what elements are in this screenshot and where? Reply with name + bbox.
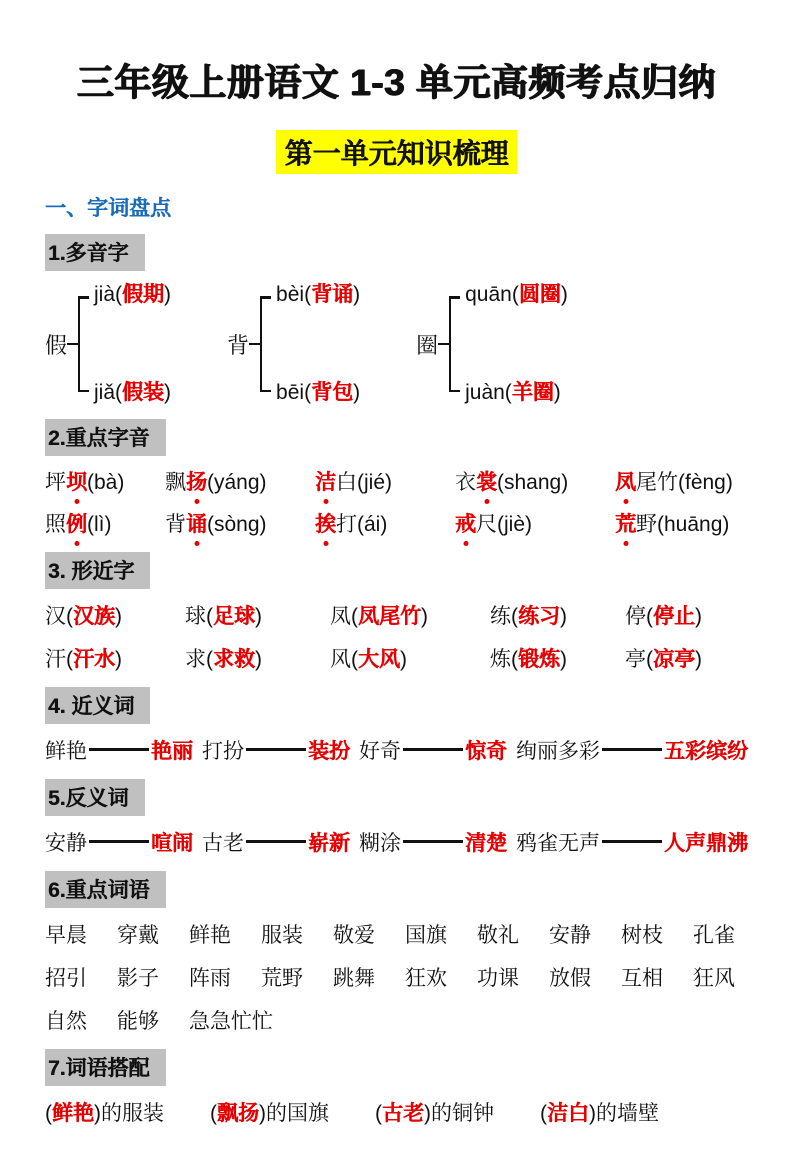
word-pair xyxy=(202,737,350,767)
word-pair xyxy=(516,737,748,767)
paren-close: ) xyxy=(560,648,567,671)
section-collocations xyxy=(45,1049,748,1129)
paren-open: ( xyxy=(115,283,123,306)
pair-dash-line xyxy=(403,748,463,751)
paren-close: ) xyxy=(560,605,567,628)
pair-dash-line xyxy=(403,840,463,843)
paren-close: ) xyxy=(353,381,361,404)
emphasized-character: 裳 xyxy=(476,468,497,498)
pinyin-annotation: (shang) xyxy=(497,471,569,494)
pronunciation-item xyxy=(45,468,165,498)
collocation-adjective: 鲜艳 xyxy=(52,1102,94,1125)
pronunciation-item xyxy=(165,468,315,498)
paren-open: ( xyxy=(351,605,358,628)
collocation-item xyxy=(210,1099,329,1129)
paren-open: ( xyxy=(210,1102,217,1125)
pair-right-word: 五彩缤纷 xyxy=(664,740,748,763)
lead-character: 汗 xyxy=(45,648,66,671)
pinyin-text: jià xyxy=(94,283,116,306)
key-word: 急急忙忙 xyxy=(189,1010,273,1033)
paren-close: ) xyxy=(400,648,407,671)
key-word: 穿戴 xyxy=(117,924,159,947)
similar-character-item xyxy=(185,645,330,675)
similar-character-item xyxy=(45,602,185,632)
key-word: 早晨 xyxy=(45,924,87,947)
bracket-connector-line xyxy=(438,343,449,346)
pinyin-annotation: 打(ái) xyxy=(336,513,388,536)
emphasized-character: 戒 xyxy=(455,510,476,540)
lead-character: 风 xyxy=(330,648,351,671)
key-word: 敬礼 xyxy=(477,924,519,947)
collocation-noun: 的服装 xyxy=(101,1102,164,1125)
pinyin-annotation: 白(jié) xyxy=(336,471,392,494)
emphasized-character: 例 xyxy=(66,510,87,540)
pronunciation-item xyxy=(455,510,615,540)
key-word: 功课 xyxy=(477,967,519,990)
paren-close: ) xyxy=(695,605,702,628)
collocation-row xyxy=(45,1099,748,1129)
word-pair xyxy=(359,737,507,767)
paren-open: ( xyxy=(511,605,518,628)
polyphone-character: 背 xyxy=(227,332,250,358)
similar-character-item xyxy=(330,602,490,632)
pair-dash-line xyxy=(602,840,662,843)
heading-key-pronunciations: 2.重点字音 xyxy=(45,419,166,456)
key-word: 树枝 xyxy=(621,924,663,947)
pinyin-text: quān xyxy=(465,283,512,306)
collocation-noun: 的国旗 xyxy=(266,1102,329,1125)
pair-right-word: 装扮 xyxy=(308,740,350,763)
paren-open: ( xyxy=(351,648,358,671)
pair-dash-line xyxy=(89,748,149,751)
pair-right-word: 崭新 xyxy=(308,832,350,855)
paren-close: ) xyxy=(353,283,361,306)
paren-open: ( xyxy=(646,648,653,671)
paren-close: ) xyxy=(259,1102,266,1125)
key-word: 服装 xyxy=(261,924,303,947)
paren-open: ( xyxy=(304,381,312,404)
paren-open: ( xyxy=(206,605,213,628)
example-word: 大风 xyxy=(358,648,400,671)
example-word: 羊圈 xyxy=(511,381,554,404)
key-word: 互相 xyxy=(621,967,663,990)
bracket-line xyxy=(78,296,89,392)
collocation-adjective: 洁白 xyxy=(547,1102,589,1125)
plain-character: 衣 xyxy=(455,471,476,494)
bracket-line xyxy=(449,296,460,392)
polyphone-reading xyxy=(276,281,360,309)
example-word: 汗水 xyxy=(73,648,115,671)
pair-left-word: 鸦雀无声 xyxy=(516,832,600,855)
emphasized-character: 洁 xyxy=(315,468,336,498)
lead-character: 求 xyxy=(185,648,206,671)
similar-character-item xyxy=(490,645,625,675)
bracket-connector-line xyxy=(249,343,260,346)
pronunciation-row xyxy=(45,468,748,498)
section-heading-word-inventory: 一、字词盘点 xyxy=(45,197,171,220)
polyphone-reading xyxy=(94,379,171,407)
lead-character: 亭 xyxy=(625,648,646,671)
polyphone-readings xyxy=(460,281,568,407)
example-word: 假装 xyxy=(122,381,165,404)
worksheet-page xyxy=(0,52,793,1129)
emphasized-character: 凤 xyxy=(615,468,636,498)
example-word: 锻炼 xyxy=(518,648,560,671)
emphasized-character: 荒 xyxy=(615,510,636,540)
collocation-adjective: 飘扬 xyxy=(217,1102,259,1125)
example-word: 求救 xyxy=(213,648,255,671)
paren-open: ( xyxy=(115,381,123,404)
pair-right-word: 喧闹 xyxy=(151,832,193,855)
key-word: 放假 xyxy=(549,967,591,990)
similar-character-item xyxy=(490,602,625,632)
key-word: 自然 xyxy=(45,1010,87,1033)
key-word-row xyxy=(45,1007,748,1037)
pair-left-word: 好奇 xyxy=(359,740,401,763)
heading-collocations: 7.词语搭配 xyxy=(45,1049,166,1086)
antonym-pairs-row xyxy=(45,829,748,859)
paren-close: ) xyxy=(255,605,262,628)
plain-character: 照 xyxy=(45,513,66,536)
pair-right-word: 人声鼎沸 xyxy=(664,832,748,855)
key-word: 影子 xyxy=(117,967,159,990)
paren-close: ) xyxy=(424,1102,431,1125)
paren-open: ( xyxy=(540,1102,547,1125)
pronunciation-item xyxy=(165,510,315,540)
similar-character-item xyxy=(45,645,185,675)
paren-open: ( xyxy=(511,648,518,671)
key-word: 阵雨 xyxy=(189,967,231,990)
polyphone-diagram xyxy=(45,281,748,407)
lead-character: 练 xyxy=(490,605,511,628)
key-word: 跳舞 xyxy=(333,967,375,990)
heading-synonyms: 4. 近义词 xyxy=(45,687,150,724)
collocation-item xyxy=(375,1099,494,1129)
similar-character-row xyxy=(45,602,748,632)
section-key-pronunciations xyxy=(45,419,748,540)
pinyin-annotation: (bà) xyxy=(87,471,125,494)
lead-character: 炼 xyxy=(490,648,511,671)
heading-similar-characters: 3. 形近字 xyxy=(45,552,150,589)
heading-polyphones: 1.多音字 xyxy=(45,234,145,271)
example-word: 停止 xyxy=(653,605,695,628)
example-word: 汉族 xyxy=(73,605,115,628)
pronunciation-item xyxy=(315,468,455,498)
similar-character-item xyxy=(625,602,748,632)
pair-dash-line xyxy=(246,840,306,843)
paren-open: ( xyxy=(66,605,73,628)
key-word: 能够 xyxy=(117,1010,159,1033)
example-word: 圆圈 xyxy=(518,283,561,306)
key-word: 敬爱 xyxy=(333,924,375,947)
collocation-item xyxy=(45,1099,164,1129)
polyphone-reading xyxy=(94,281,171,309)
pair-left-word: 安静 xyxy=(45,832,87,855)
collocation-noun: 的墙壁 xyxy=(596,1102,659,1125)
heading-key-words: 6.重点词语 xyxy=(45,871,166,908)
paren-close: ) xyxy=(560,283,568,306)
similar-character-item xyxy=(625,645,748,675)
section-key-words xyxy=(45,871,748,1037)
plain-character: 飘 xyxy=(165,471,186,494)
collocation-adjective: 古老 xyxy=(382,1102,424,1125)
example-word: 假期 xyxy=(122,283,165,306)
paren-close: ) xyxy=(553,381,561,404)
pronunciation-item xyxy=(615,468,748,498)
section-synonyms xyxy=(45,687,748,767)
word-pair xyxy=(359,829,507,859)
emphasized-character: 挨 xyxy=(315,510,336,540)
similar-character-rows xyxy=(45,602,748,675)
pair-right-word: 惊奇 xyxy=(465,740,507,763)
paren-open: ( xyxy=(66,648,73,671)
polyphone-group xyxy=(416,281,568,407)
paren-open: ( xyxy=(206,648,213,671)
paren-close: ) xyxy=(695,648,702,671)
paren-close: ) xyxy=(94,1102,101,1125)
pinyin-annotation: (yáng) xyxy=(207,471,267,494)
pinyin-text: juàn xyxy=(465,381,505,404)
paren-open: ( xyxy=(304,283,312,306)
pair-left-word: 古老 xyxy=(202,832,244,855)
example-word: 练习 xyxy=(518,605,560,628)
paren-open: ( xyxy=(511,283,519,306)
bracket-connector-line xyxy=(67,343,78,346)
collocation-noun: 的铜钟 xyxy=(431,1102,494,1125)
example-word: 凤尾竹 xyxy=(358,605,421,628)
pinyin-text: bèi xyxy=(276,283,305,306)
pair-right-word: 清楚 xyxy=(465,832,507,855)
synonym-pairs-row xyxy=(45,737,748,767)
key-word: 国旗 xyxy=(405,924,447,947)
example-word: 背诵 xyxy=(311,283,354,306)
paren-close: ) xyxy=(589,1102,596,1125)
polyphone-reading xyxy=(276,379,360,407)
paren-open: ( xyxy=(646,605,653,628)
key-word-row xyxy=(45,921,748,951)
lead-character: 球 xyxy=(185,605,206,628)
polyphone-character: 假 xyxy=(45,332,68,358)
similar-character-row xyxy=(45,645,748,675)
emphasized-character: 坝 xyxy=(66,468,87,498)
pair-dash-line xyxy=(602,748,662,751)
word-pair xyxy=(45,737,193,767)
lead-character: 停 xyxy=(625,605,646,628)
polyphone-readings xyxy=(89,281,171,407)
similar-character-item xyxy=(330,645,490,675)
lead-character: 汉 xyxy=(45,605,66,628)
key-word-rows xyxy=(45,921,748,1037)
key-word: 鲜艳 xyxy=(189,924,231,947)
polyphone-character: 圈 xyxy=(416,332,439,358)
pronunciation-item xyxy=(615,510,748,540)
paren-open: ( xyxy=(375,1102,382,1125)
pronunciation-item xyxy=(455,468,615,498)
polyphone-reading xyxy=(465,379,568,407)
pinyin-annotation: (lì) xyxy=(87,513,112,536)
paren-open: ( xyxy=(45,1102,52,1125)
pinyin-text: bēi xyxy=(276,381,305,404)
word-pair xyxy=(45,829,193,859)
key-pronunciation-rows xyxy=(45,468,748,540)
emphasized-character: 诵 xyxy=(186,510,207,540)
paren-close: ) xyxy=(164,381,172,404)
paren-close: ) xyxy=(255,648,262,671)
pair-left-word: 绚丽多彩 xyxy=(516,740,600,763)
word-pair xyxy=(516,829,748,859)
pronunciation-item xyxy=(315,510,455,540)
key-word: 招引 xyxy=(45,967,87,990)
section-antonyms xyxy=(45,779,748,859)
example-word: 凉亭 xyxy=(653,648,695,671)
emphasized-character: 扬 xyxy=(186,468,207,498)
example-word: 背包 xyxy=(311,381,354,404)
plain-character: 背 xyxy=(165,513,186,536)
pair-dash-line xyxy=(89,840,149,843)
polyphone-group xyxy=(227,281,360,407)
heading-antonyms: 5.反义词 xyxy=(45,779,145,816)
page-title: 三年级上册语文 1-3 单元高频考点归纳 xyxy=(76,62,717,103)
unit-subtitle-highlight: 第一单元知识梳理 xyxy=(276,130,516,174)
paren-close: ) xyxy=(115,605,122,628)
paren-close: ) xyxy=(421,605,428,628)
paren-close: ) xyxy=(164,283,172,306)
pair-left-word: 鲜艳 xyxy=(45,740,87,763)
pair-left-word: 糊涂 xyxy=(359,832,401,855)
pinyin-annotation: 尾竹(fèng) xyxy=(636,471,733,494)
paren-close: ) xyxy=(115,648,122,671)
polyphone-group xyxy=(45,281,171,407)
polyphone-readings xyxy=(271,281,360,407)
pinyin-annotation: 尺(jiè) xyxy=(476,513,532,536)
pair-left-word: 打扮 xyxy=(202,740,244,763)
pronunciation-item xyxy=(45,510,165,540)
pair-dash-line xyxy=(246,748,306,751)
section-similar-characters xyxy=(45,552,748,675)
key-word: 狂风 xyxy=(693,967,735,990)
key-word: 荒野 xyxy=(261,967,303,990)
pinyin-annotation: (sòng) xyxy=(207,513,267,536)
pinyin-text: jiǎ xyxy=(94,381,116,404)
pinyin-annotation: 野(huāng) xyxy=(636,513,730,536)
unit-subtitle-row xyxy=(45,130,748,174)
bracket-line xyxy=(260,296,271,392)
key-word: 安静 xyxy=(549,924,591,947)
word-pair xyxy=(202,829,350,859)
lead-character: 凤 xyxy=(330,605,351,628)
key-word: 狂欢 xyxy=(405,967,447,990)
paren-open: ( xyxy=(504,381,512,404)
collocation-item xyxy=(540,1099,659,1129)
plain-character: 坪 xyxy=(45,471,66,494)
polyphone-reading xyxy=(465,281,568,309)
pair-right-word: 艳丽 xyxy=(151,740,193,763)
similar-character-item xyxy=(185,602,330,632)
key-word-row xyxy=(45,964,748,994)
section-polyphones xyxy=(45,234,748,407)
pronunciation-row xyxy=(45,510,748,540)
key-word: 孔雀 xyxy=(693,924,735,947)
example-word: 足球 xyxy=(213,605,255,628)
